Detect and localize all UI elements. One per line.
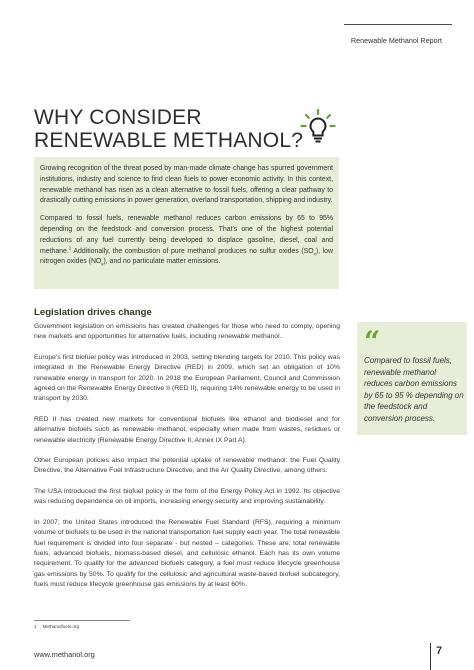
footnote-ref: 1 xyxy=(68,245,72,251)
page-title-line-1: WHY CONSIDER xyxy=(34,106,202,129)
page-title-line-2: RENEWABLE METHANOL? xyxy=(34,129,304,152)
body-paragraph: Europe's first biofuel policy was introduced in 2003, setting blending targets for 2010. This policy was integrated in the Renewable Energy Directive (RED) in 2009, which set an obligation of 10% renewable energy in transport for 2020. In 2018 the European Parliament, Council and Commission agreed on the Renewable Energy Directive II (RED II), requiring 14% renewable energy to be used in transport by 2030. xyxy=(34,353,340,403)
report-title: Renewable Methanol Report xyxy=(350,36,442,45)
pull-quote-text: Compared to fossil fuels, renewable methanol reduces carbon emissions by 65 to 95 % depending on the feedstock and conversion process. xyxy=(364,356,464,423)
footnote-rule xyxy=(34,620,130,621)
footnote xyxy=(34,624,79,629)
body-paragraph: The USA introduced the first biofuel policy in the form of the Energy Policy Act in 1992. Its objective was reducing dependence on oil imports, increasing energy security and improving sustainability. xyxy=(34,487,340,506)
pull-quote xyxy=(357,322,467,435)
footnote-number: 1 xyxy=(34,624,37,629)
intro-highlight-box xyxy=(34,157,339,289)
body-text xyxy=(34,322,340,601)
footer-url[interactable]: www.methanol.org xyxy=(34,650,95,659)
page-number: 7 xyxy=(436,645,443,657)
section-heading: Legislation drives change xyxy=(34,307,152,318)
footnote-text: Methanolfuels.org xyxy=(42,624,80,629)
page-title xyxy=(34,106,303,152)
intro-paragraph-1: Growing recognition of the threat posed by man-made climate change has spurred government institutions, industry and science to find clean fuels to power economic activity. In this context, renewable methanol has risen as a clean alternative to fossil fuels, offering a clear pathway to drastically cutting emissions in power generation, overland transportation, shipping and industry. xyxy=(40,165,333,205)
lightbulb-icon xyxy=(299,108,337,146)
body-paragraph: Government legislation on emissions has created challenges for those who need to comply, opening new markets and opportunities for alternative fuels, including renewable methanol. xyxy=(34,323,340,341)
footer-rule xyxy=(430,643,431,670)
body-paragraph: In 2007, the United States introduced the Renewable Fuel Standard (RFS), requiring a minimum volume of biofuels to be used in the national transportation fuel supply each year. The total renewable fuel requirement is divided into four separate - but nested – categories. These are: total renewable fuels, advanced biofuels, biomass-based diesel, and cellulosic ethanol. Each has its own volume requirement. To qualify for the advanced biofuels category, a fuel must reduce lifecycle greenhouse gas emissions by 50%. To qualify for the cellulosic and agricultural waste-based biofuel subcategory, fuels must reduce lifecycle greenhouse gas emissions by at least 60%. xyxy=(34,518,340,589)
quote-mark-icon: “ xyxy=(364,325,381,358)
body-paragraph: RED II has created new markets for conventional biofuels like ethanol and biodiesel and for alternative biofuels such as renewable methanol, especially when made from wastes, residues or renewable electricity (Renewable Energy Directive II, Annex IX Part A). xyxy=(34,415,340,444)
header-rule xyxy=(344,24,452,25)
body-paragraph: Other European policies also impact the potential uptake of renewable methanol: the Fuel Quality Directive, the Alternative Fuel Infrastructure Directive, and the Air Quality Directive, among others. xyxy=(34,457,340,475)
intro-paragraph-2: Compared to fossil fuels, renewable methanol reduces carbon emissions by 65 to 95% depending on the feedstock and conversion process. That's one of the highest potential reductions of any fuel currently being developed to displace gasoline, diesel, coal and methane.$^1$ Additionally, the combustion of pure methanol produces no sulfur oxides $(SO_x)$, low nitrogen oxides $(NO_x)$, and no particulate matter emissions. xyxy=(40,215,333,267)
